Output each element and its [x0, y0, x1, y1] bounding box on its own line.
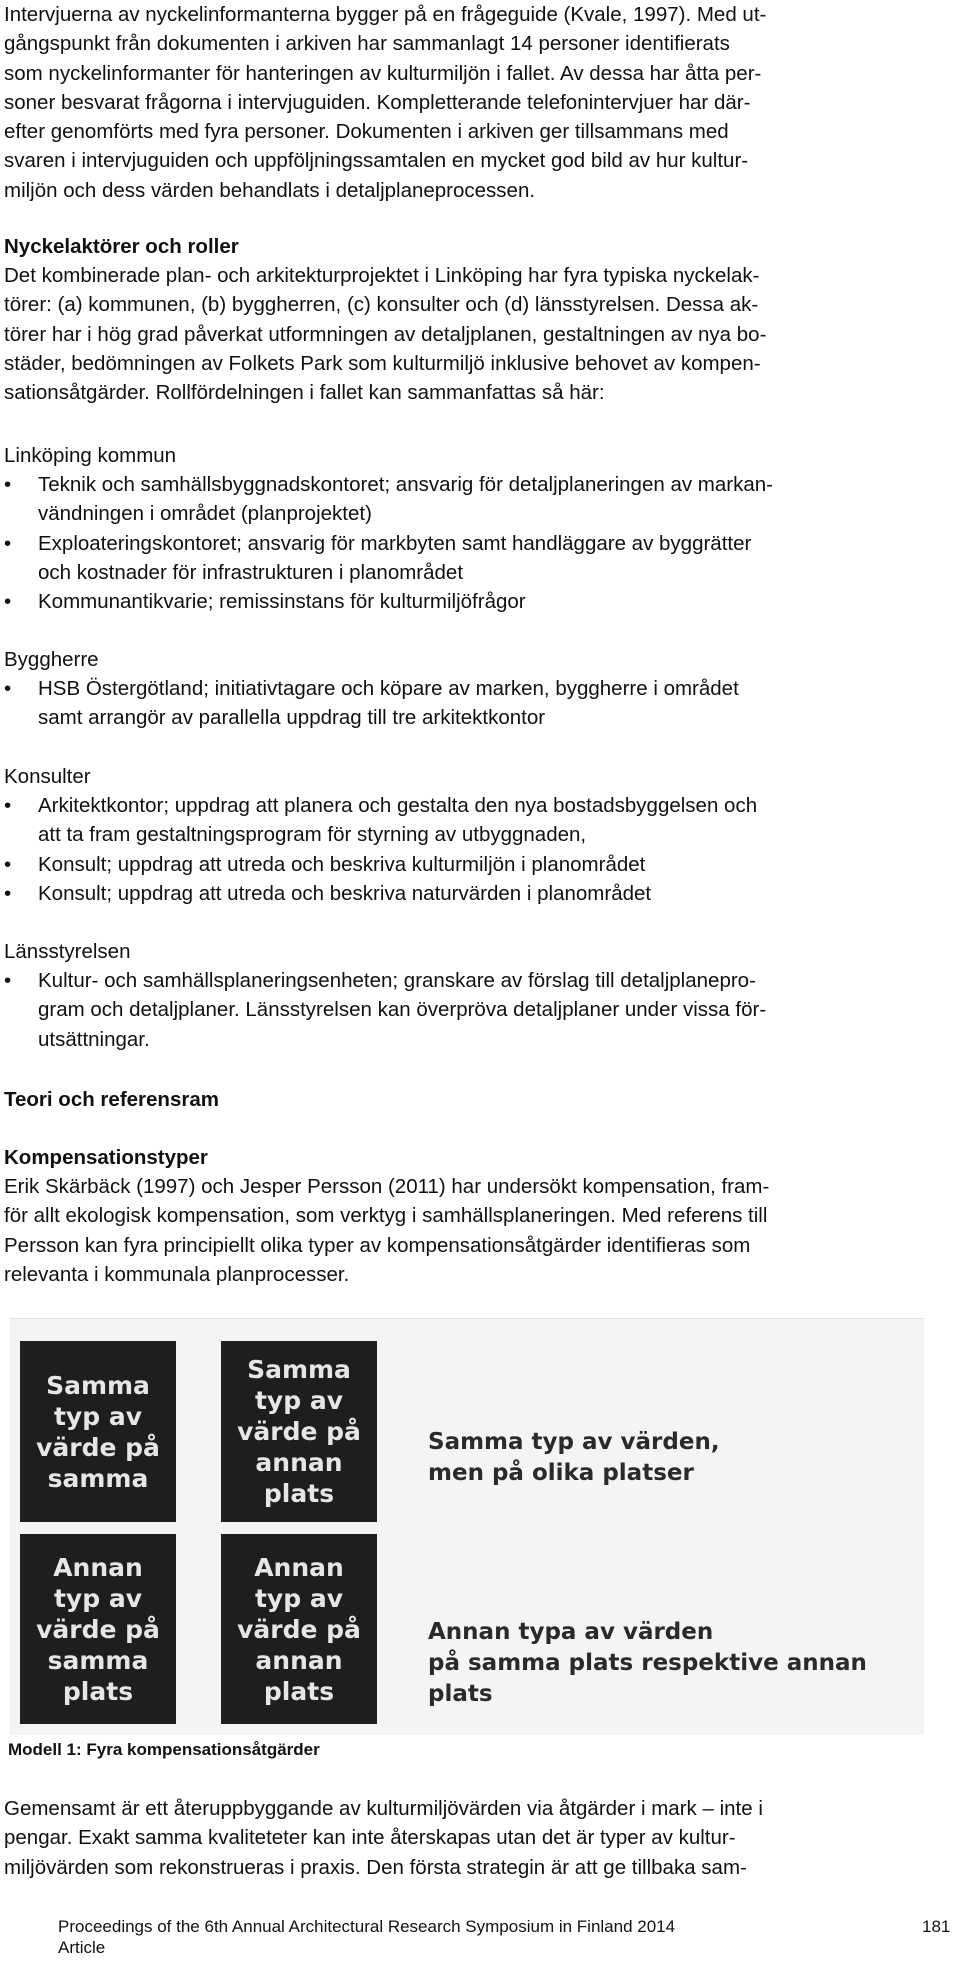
list-item [4, 966, 956, 1054]
compensation-model-figure [10, 1318, 924, 1735]
text-line: och kostnader för infrastrukturen i planområdet [38, 560, 464, 584]
text-line: som nyckelinformanter för hanteringen av kulturmiljön i fallet. Av dessa har åtta per- [4, 61, 762, 85]
text-line: svaren i intervjuguiden och uppföljningssamtalen en mycket god bild av hur kultur- [4, 149, 749, 173]
figure-label-line: på samma plats respektive annan plats [428, 1650, 867, 1707]
bullet-list [4, 791, 956, 908]
figure-caption: Modell 1: Fyra kompensationsåtgärder [8, 1740, 320, 1759]
text-line: miljön och dess värden behandlats i detaljplaneprocessen. [4, 178, 536, 202]
box-other-type-same-place [20, 1534, 176, 1724]
footer-line: Proceedings of the 6th Annual Architectural Research Symposium in Finland 2014 [58, 1917, 676, 1936]
group-county-board [4, 937, 956, 1054]
text-line: Persson kan fyra principiellt olika typer av kompensationsåtgärder identifieras som [4, 1233, 751, 1257]
bullet-list [4, 470, 956, 616]
group-title: Byggherre [4, 648, 99, 671]
footer-proceedings [58, 1916, 675, 1958]
group-consultants [4, 762, 956, 908]
page-number: 181 [922, 1917, 951, 1936]
box-text: annan [255, 1448, 343, 1477]
figure-label-top [428, 1427, 720, 1489]
box-text: Annan [53, 1552, 143, 1582]
list-item [4, 674, 956, 733]
box-text: typ av [254, 1583, 343, 1613]
text-line: gångspunkt från dokumenten i arkiven har sammanlagt 14 personer identifierats [4, 32, 730, 56]
box-text: Samma [247, 1355, 351, 1384]
text-line: relevanta i kommunala planprocesser. [4, 1262, 350, 1286]
list-item [4, 529, 956, 588]
box-text: annan [255, 1645, 343, 1675]
group-title: Länsstyrelsen [4, 940, 131, 963]
text-line: Det kombinerade plan- och arkitekturprojektet i Linköping har fyra typiska nyckelak- [4, 264, 760, 287]
figure-label-bottom [428, 1617, 924, 1710]
figure-label-line: men på olika platser [428, 1460, 694, 1486]
box-text: samma [47, 1645, 149, 1675]
list-item [4, 791, 956, 850]
box-text: samma [47, 1463, 149, 1493]
subheading-compensation-types: Kompensationstyper [4, 1146, 208, 1169]
box-text: typ av [53, 1583, 142, 1613]
section-heading-theory: Teori och referensram [4, 1088, 219, 1111]
text-line: att ta fram gestaltningsprogram för styrning av utbyggnaden, [38, 823, 587, 847]
intro-paragraph [4, 0, 956, 205]
text-line: törer har i hög grad påverkat utformningen av detaljplanen, gestaltningen av nya bo- [4, 322, 767, 346]
box-text: värde på [237, 1417, 361, 1446]
group-title: Linköping kommun [4, 444, 177, 467]
list-item [4, 470, 956, 529]
section-heading-actors: Nyckelaktörer och roller [4, 235, 239, 258]
box-same-type-other-place [221, 1341, 377, 1522]
text-line: • Kultur- och samhällsplaneringsenheten; granskare av förslag till detaljplanepro- [38, 969, 756, 992]
text-line: • Kommunantikvarie; remissinstans för kulturmiljöfrågor [38, 590, 526, 614]
list-item [4, 879, 956, 908]
text-line: törer: (a) kommunen, (b) byggherren, (c) konsulter och (d) länsstyrelsen. Dessa ak- [4, 293, 759, 317]
figure-label-line: Samma typ av värden, [428, 1429, 720, 1455]
text-line: Gemensamt är ett återuppbyggande av kulturmiljövärden via åtgärder i mark – inte i [4, 1797, 763, 1820]
text-line: Intervjuerna av nyckelinformanterna bygger på en frågeguide (Kvale, 1997). Med ut- [4, 3, 767, 26]
box-other-type-other-place [221, 1534, 377, 1724]
box-text: Annan [254, 1552, 344, 1582]
text-line: • Exploateringskontoret; ansvarig för markbyten samt handläggare av byggrätter [38, 531, 752, 555]
box-text: värde på [36, 1432, 160, 1462]
list-item [4, 850, 956, 879]
text-line: miljövärden som rekonstrueras i praxis. Den första strategin är att ge tillbaka sam- [4, 1855, 747, 1879]
box-text: typ av [254, 1386, 343, 1415]
text-line: • Konsult; uppdrag att utreda och beskriva naturvärden i planområdet [38, 881, 652, 905]
bullet-list [4, 674, 956, 733]
text-line: pengar. Exakt samma kvaliteteter kan inte återskapas utan det är typer av kultur- [4, 1826, 736, 1850]
group-developer [4, 645, 956, 733]
box-text: plats [263, 1479, 335, 1508]
text-line: för allt ekologisk kompensation, som verktyg i samhällsplaneringen. Med referens till [4, 1204, 768, 1228]
box-text: värde på [237, 1614, 361, 1644]
theory-section [4, 1085, 956, 1289]
text-line: sationsåtgärder. Rollfördelningen i fallet kan sammanfattas så här: [4, 381, 605, 405]
group-title: Konsulter [4, 765, 91, 788]
text-line: utsättningar. [38, 1027, 150, 1051]
box-text: plats [263, 1676, 335, 1706]
footer-line: Article [58, 1938, 106, 1957]
figure-label-line: Annan typa av värden [428, 1619, 714, 1645]
list-item [4, 587, 956, 616]
actors-section [4, 232, 956, 407]
closing-paragraph [4, 1794, 956, 1882]
text-line: • HSB Östergötland; initiativtagare och köpare av marken, byggherre i området [38, 677, 739, 700]
text-line: • Konsult; uppdrag att utreda och beskriva kulturmiljön i planområdet [38, 852, 646, 876]
text-line: gram och detaljplaner. Länsstyrelsen kan överpröva detaljplaner under vissa för- [38, 998, 767, 1022]
text-line: städer, bedömningen av Folkets Park som kulturmiljö inklusive behovet av kompen- [4, 351, 761, 375]
box-text: värde på [36, 1614, 160, 1644]
text-line: Erik Skärbäck (1997) och Jesper Persson (2011) har undersökt kompensation, fram- [4, 1175, 770, 1198]
box-text: Samma [46, 1370, 150, 1400]
box-text: typ av [53, 1401, 142, 1431]
text-line: • Arkitektkontor; uppdrag att planera och gestalta den nya bostadsbyggelsen och [38, 794, 758, 817]
box-text: plats [62, 1676, 134, 1706]
text-line: soner besvarat frågorna i intervjuguiden. Kompletterande telefonintervjuer har där- [4, 90, 751, 114]
text-line: • Teknik och samhällsbyggnadskontoret; ansvarig för detaljplaneringen av markan- [38, 473, 773, 496]
text-line: vändningen i området (planprojektet) [38, 502, 372, 526]
group-municipality [4, 441, 956, 616]
bullet-list [4, 966, 956, 1054]
box-same-type-same-place [20, 1341, 176, 1522]
text-line: samt arrangör av parallella uppdrag till tre arkitektkontor [38, 706, 546, 730]
text-line: efter genomförts med fyra personer. Dokumenten i arkiven ger tillsammans med [4, 120, 729, 144]
